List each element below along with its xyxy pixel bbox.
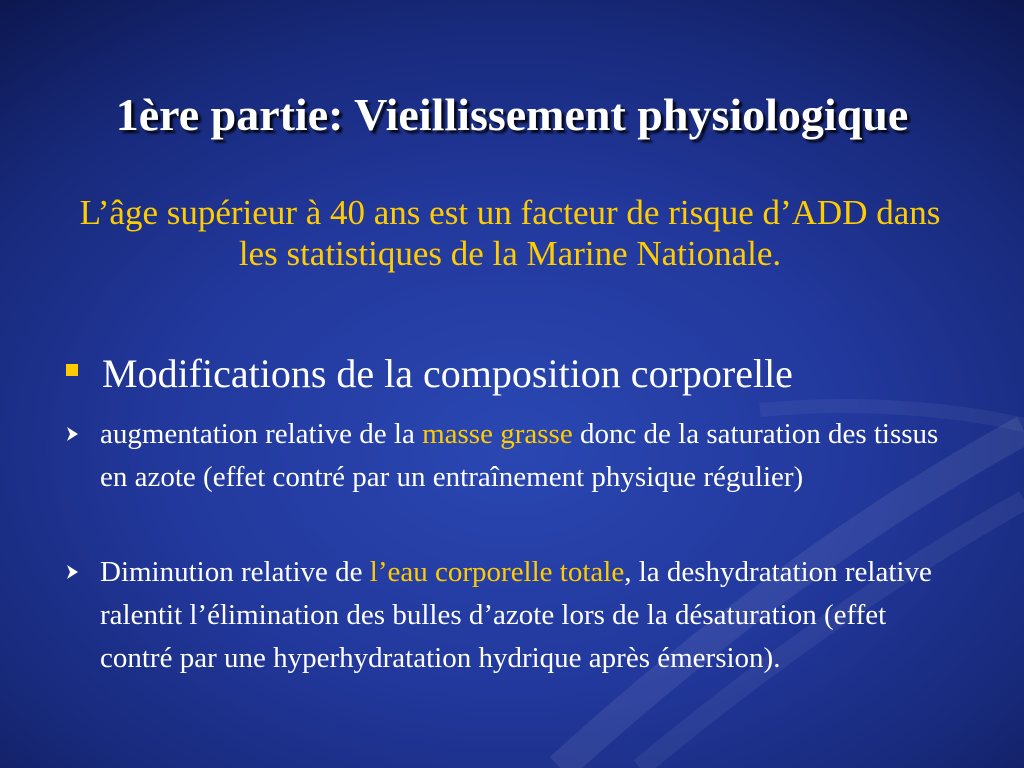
sub-bullet-item	[62, 551, 962, 680]
sub-bullet-item	[62, 413, 962, 499]
slide-subtitle: L’âge supérieur à 40 ans est un facteur de risque d’ADD dans les statistiques de la Marine Nationale.	[79, 193, 941, 273]
sub-bullet-text-end: donc de la saturation des tissus en azote (effet contré par un entraînement physique régulier)	[100, 418, 939, 493]
square-bullet-icon	[66, 364, 78, 376]
arrowhead-bullet-icon	[64, 425, 82, 443]
sub-bullet-text	[100, 413, 962, 499]
highlight-eau-corporelle: l’eau corporelle totale	[369, 556, 625, 588]
sub-bullet-text	[100, 551, 962, 680]
sub-bullet-text-start: Diminution relative de	[100, 556, 370, 588]
arrowhead-bullet-icon	[64, 563, 82, 581]
main-bullet-text: Modifications de la composition corporelle	[102, 351, 793, 396]
sub-bullet-text-end: , la deshydratation relative ralentit l’élimination des bulles d’azote lors de la désaturation (effet contré par une hyperhydratation hydrique après émersion).	[100, 556, 932, 674]
highlight-masse-grasse: masse grasse	[422, 418, 573, 450]
slide-title: 1ère partie: Vieillissement physiologique	[115, 89, 909, 140]
sub-bullet-text-start: augmentation relative de la	[100, 418, 423, 450]
